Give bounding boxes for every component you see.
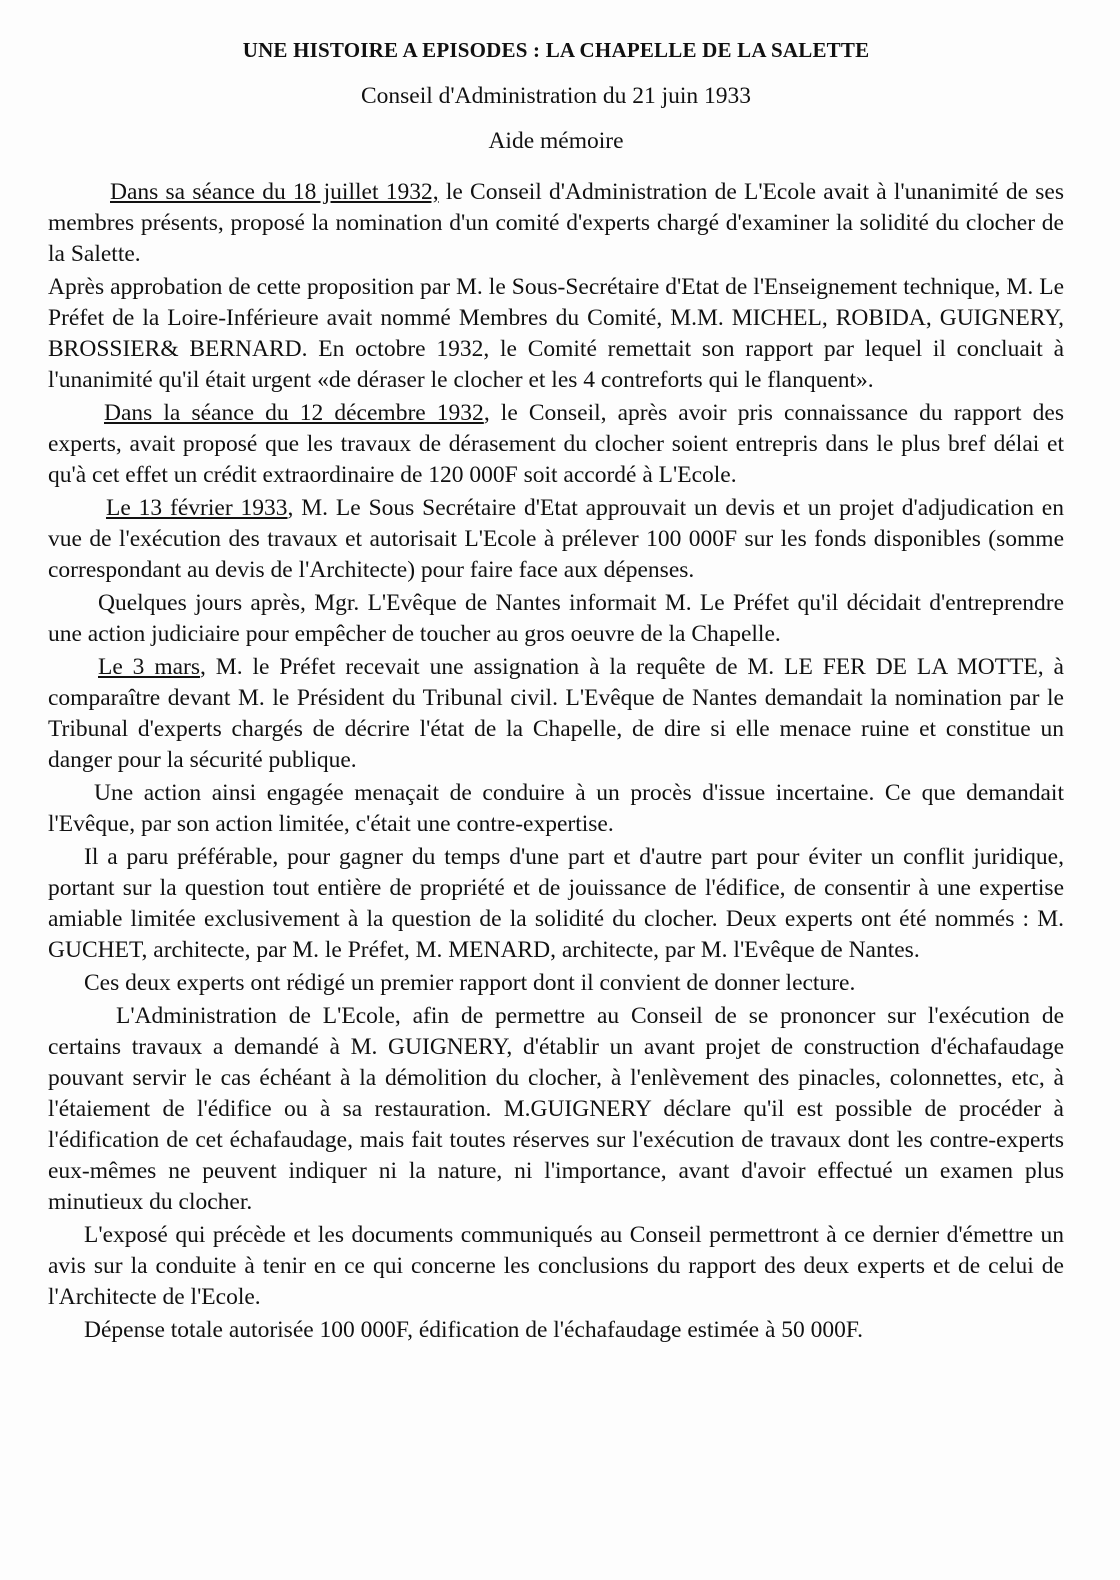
paragraph-5 <box>48 588 1064 650</box>
paragraph-text: Il a paru préférable, pour gagner du temps d'une part et d'autre part pour éviter un conflit juridique, portant sur la question tout entière de propriété et de jouissance de l'édifice, de consentir à une expertise amiable limitée exclusivement à la question de la solidité du clocher. Deux experts ont été nommés : M. GUCHET, architecte, par M. le Préfet, M. MENARD, architecte, par M. l'Evêque de Nantes. <box>48 844 1064 963</box>
paragraph-7 <box>48 778 1064 840</box>
paragraph-text: Dépense totale autorisée 100 000F, édification de l'échafaudage estimée à 50 000F. <box>84 1317 863 1343</box>
paragraph-text: le Conseil d'Administration de L'Ecole avait à l'unanimité de ses membres présents, proposé la nomination d'un comité d'experts chargé d'examiner la solidité du clocher de la Salette. <box>48 179 1064 267</box>
document-title: UNE HISTOIRE A EPISODES : LA CHAPELLE DE LA SALETTE <box>242 38 870 62</box>
paragraph-11 <box>48 1220 1064 1313</box>
paragraph-text: Une action ainsi engagée menaçait de conduire à un procès d'issue incertaine. Ce que demandait l'Evêque, par son action limitée, c'était une contre-expertise. <box>48 780 1064 837</box>
date-underlined: Le 13 février 1933 <box>106 495 288 521</box>
paragraph-1 <box>48 177 1064 270</box>
date-underlined: Le 3 mars <box>98 654 201 680</box>
date-underlined: Dans la séance du 12 décembre 1932 <box>104 400 484 426</box>
paragraph-8 <box>48 842 1064 966</box>
meeting-subtitle: Conseil d'Administration du 21 juin 1933 <box>360 83 752 109</box>
paragraph-text: , le Conseil, après avoir pris connaissance du rapport des experts, avait proposé que les travaux de dérasement du clocher soient entrepris dans le plus bref délai et qu'à cet effet un crédit extraordinaire de 120 000F soit accordé à L'Ecole. <box>48 400 1065 488</box>
paragraph-text: , M. le Préfet recevait une assignation à la requête de M. LE FER DE LA MOTTE, à comparaître devant M. le Président du Tribunal civil. L'Evêque de Nantes demandait la nomination par le Tribunal d'experts chargés de décrire l'état de la Chapelle, de dire si elle menace ruine et constitue un danger pour la sécurité publique. <box>48 654 1064 773</box>
paragraph-text: Ces deux experts ont rédigé un premier rapport dont il convient de donner lecture. <box>84 970 856 996</box>
paragraph-10 <box>48 1001 1064 1218</box>
paragraph-text: , M. Le Sous Secrétaire d'Etat approuvait un devis et un projet d'adjudication en vue de l'exécution des travaux et autorisait L'Ecole à prélever 100 000F sur les fonds disponibles (somme correspondant au devis de l'Architecte) pour faire face aux dépenses. <box>48 495 1064 583</box>
paragraph-text: L'exposé qui précède et les documents communiqués au Conseil permettront à ce dernier d'émettre un avis sur la conduite à tenir en ce qui concerne les conclusions du rapport des deux experts et de celui de l'Architecte de l'Ecole. <box>48 1222 1064 1310</box>
paragraph-12 <box>48 1315 1064 1346</box>
paragraph-text: Quelques jours après, Mgr. L'Evêque de Nantes informait M. Le Préfet qu'il décidait d'entreprendre une action judiciaire pour empêcher de toucher au gros oeuvre de la Chapelle. <box>48 590 1064 647</box>
paragraph-2 <box>48 272 1064 396</box>
paragraph-text: L'Administration de L'Ecole, afin de permettre au Conseil de se prononcer sur l'exécution de certains travaux a demandé à M. GUIGNERY, d'établir un avant projet de construction d'échafaudage pouvant servir le cas échéant à la démolition du clocher, à l'enlèvement des pinacles, colonnettes, etc, à l'étaiement de l'édifice ou à sa restauration. M.GUIGNERY déclare qu'il est possible de procéder à l'édification de cet échafaudage, mais fait toutes réserves sur l'exécution de travaux dont les contre-experts eux-mêmes ne peuvent indiquer ni la nature, ni l'importance, avant d'avoir effectué un examen plus minutieux du clocher. <box>48 1003 1064 1215</box>
date-underlined: Dans sa séance du 18 juillet 1932, <box>110 179 439 205</box>
paragraph-4 <box>48 493 1064 586</box>
memo-heading: Aide mémoire <box>488 128 624 154</box>
paragraph-text: Après approbation de cette proposition par M. le Sous-Secrétaire d'Etat de l'Enseignement technique, M. Le Préfet de la Loire-Inférieure avait nommé Membres du Comité, M.M. MICHEL, ROBIDA, GUIGNERY, BROSSIER& BERNARD. En octobre 1932, le Comité remettait son rapport par lequel il concluait à l'unanimité qu'il était urgent «de déraser le clocher et les 4 contreforts qui le flanquent». <box>48 274 1064 393</box>
paragraph-9 <box>48 968 1064 999</box>
paragraph-3 <box>48 398 1064 491</box>
paragraph-6 <box>48 652 1064 776</box>
